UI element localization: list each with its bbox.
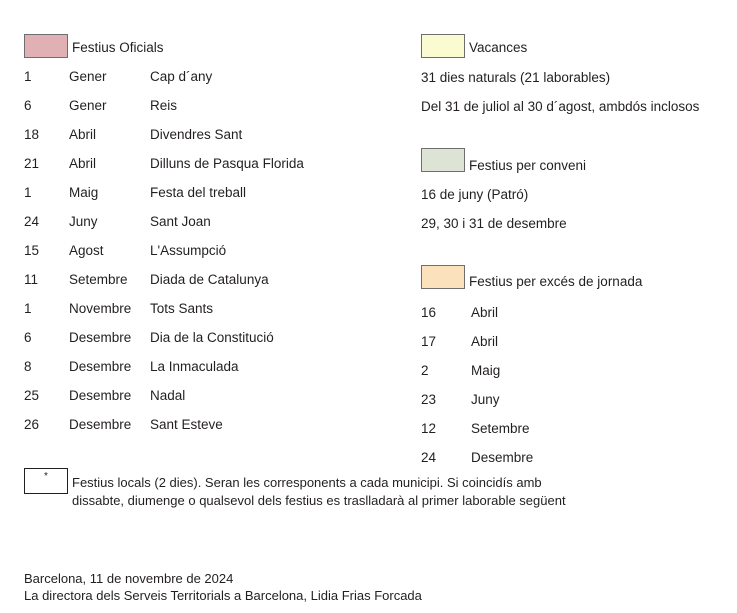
- holiday-name: Diada de Catalunya: [150, 272, 269, 287]
- excess-day: 23: [421, 392, 437, 407]
- holiday-day: 15: [24, 243, 40, 258]
- holiday-month: Maig: [69, 185, 99, 200]
- holiday-name: Dilluns de Pasqua Florida: [150, 156, 304, 171]
- legend-swatch-vacances: [421, 34, 465, 58]
- legend-swatch-conveni: [421, 148, 465, 172]
- legend-label-excess: Festius per excés de jornada: [469, 274, 643, 289]
- conveni-details-2: [421, 215, 567, 232]
- holiday-month: Gener: [69, 69, 107, 84]
- legend-label-conveni: Festius per conveni: [469, 158, 587, 173]
- excess-day: 2: [421, 363, 429, 378]
- holiday-month: Abril: [69, 127, 97, 142]
- holiday-name: Sant Esteve: [150, 417, 223, 432]
- vacances-line: 31 dies naturals (21 laborables): [421, 70, 611, 85]
- holiday-month: Novembre: [69, 301, 132, 316]
- excess-day-row: [421, 362, 533, 391]
- holiday-row: [24, 329, 424, 358]
- holiday-day: 21: [24, 156, 40, 171]
- holiday-month: Juny: [69, 214, 98, 229]
- holiday-row: [24, 416, 424, 445]
- excess-day-row: [421, 333, 533, 362]
- holiday-day: 24: [24, 214, 40, 229]
- holiday-name: Reis: [150, 98, 178, 113]
- holiday-day: 26: [24, 417, 40, 432]
- official-holidays-list: [24, 68, 424, 445]
- holiday-month: Gener: [69, 98, 107, 113]
- footnote-marker-box: *: [24, 468, 68, 494]
- holiday-row: [24, 155, 424, 184]
- legend-swatch-official: [24, 34, 68, 58]
- holiday-name: Divendres Sant: [150, 127, 243, 142]
- holiday-name: Tots Sants: [150, 301, 214, 316]
- excess-month: Setembre: [471, 421, 530, 436]
- holiday-name: Dia de la Constitució: [150, 330, 274, 345]
- excess-month: Abril: [471, 334, 499, 349]
- holiday-row: [24, 97, 424, 126]
- holiday-day: 8: [24, 359, 32, 374]
- vacances-line: Del 31 de juliol al 30 d´agost, ambdós inclosos: [421, 99, 700, 114]
- legend-swatch-excess: [421, 265, 465, 289]
- holiday-month: Abril: [69, 156, 97, 171]
- holiday-day: 6: [24, 330, 32, 345]
- vacances-details-2: [421, 98, 699, 115]
- excess-day: 17: [421, 334, 437, 349]
- holiday-day: 11: [24, 272, 39, 287]
- excess-day: 16: [421, 305, 437, 320]
- holiday-day: 18: [24, 127, 40, 142]
- holiday-name: Cap d´any: [150, 69, 213, 84]
- holiday-day: 1: [24, 301, 32, 316]
- holiday-month: Agost: [69, 243, 104, 258]
- legend-label-vacances: Vacances: [469, 40, 528, 55]
- conveni-line: 29, 30 i 31 de desembre: [421, 216, 567, 231]
- holiday-row: [24, 68, 424, 97]
- holiday-name: Sant Joan: [150, 214, 211, 229]
- vacances-details: [421, 69, 610, 86]
- holiday-row: [24, 300, 424, 329]
- holiday-row: [24, 213, 424, 242]
- holiday-month: Desembre: [69, 330, 132, 345]
- holiday-row: [24, 271, 424, 300]
- holiday-row: [24, 387, 424, 416]
- legend-label-official: Festius Oficials: [72, 40, 164, 55]
- holiday-month: Desembre: [69, 359, 132, 374]
- conveni-line: 16 de juny (Patró): [421, 187, 529, 202]
- excess-day-row: [421, 304, 533, 333]
- holiday-month: Desembre: [69, 417, 132, 432]
- excess-month: Juny: [471, 392, 500, 407]
- conveni-details: [421, 186, 528, 203]
- excess-month: Maig: [471, 363, 501, 378]
- holiday-row: [24, 126, 424, 155]
- holiday-day: 1: [24, 69, 32, 84]
- excess-day: 24: [421, 450, 437, 465]
- excess-day-row: [421, 391, 533, 420]
- excess-month: Abril: [471, 305, 499, 320]
- excess-month: Desembre: [471, 450, 534, 465]
- holiday-row: [24, 242, 424, 271]
- signature-name: La directora dels Serveis Territorials a Barcelona, Lidia Frias Forcada: [24, 588, 422, 603]
- holiday-row: [24, 184, 424, 213]
- footnote-text: Festius locals (2 dies). Seran les corresponents a cada municipi. Si coincidís amb dissabte, diumenge o qualsevol dels festius es traslladarà al primer laborable següent: [72, 475, 566, 508]
- holiday-day: 25: [24, 388, 40, 403]
- excess-day-row: [421, 420, 533, 449]
- excess-day: 12: [421, 421, 437, 436]
- holiday-day: 1: [24, 185, 32, 200]
- signature-place-date: Barcelona, 11 de novembre de 2024: [24, 571, 234, 586]
- holiday-name: L'Assumpció: [150, 243, 227, 258]
- holiday-month: Setembre: [69, 272, 128, 287]
- excess-days-list: [421, 304, 533, 478]
- holiday-month: Desembre: [69, 388, 132, 403]
- holiday-day: 6: [24, 98, 32, 113]
- holiday-row: [24, 358, 424, 387]
- holiday-name: Festa del treball: [150, 185, 247, 200]
- holiday-name: La Inmaculada: [150, 359, 239, 374]
- holiday-name: Nadal: [150, 388, 186, 403]
